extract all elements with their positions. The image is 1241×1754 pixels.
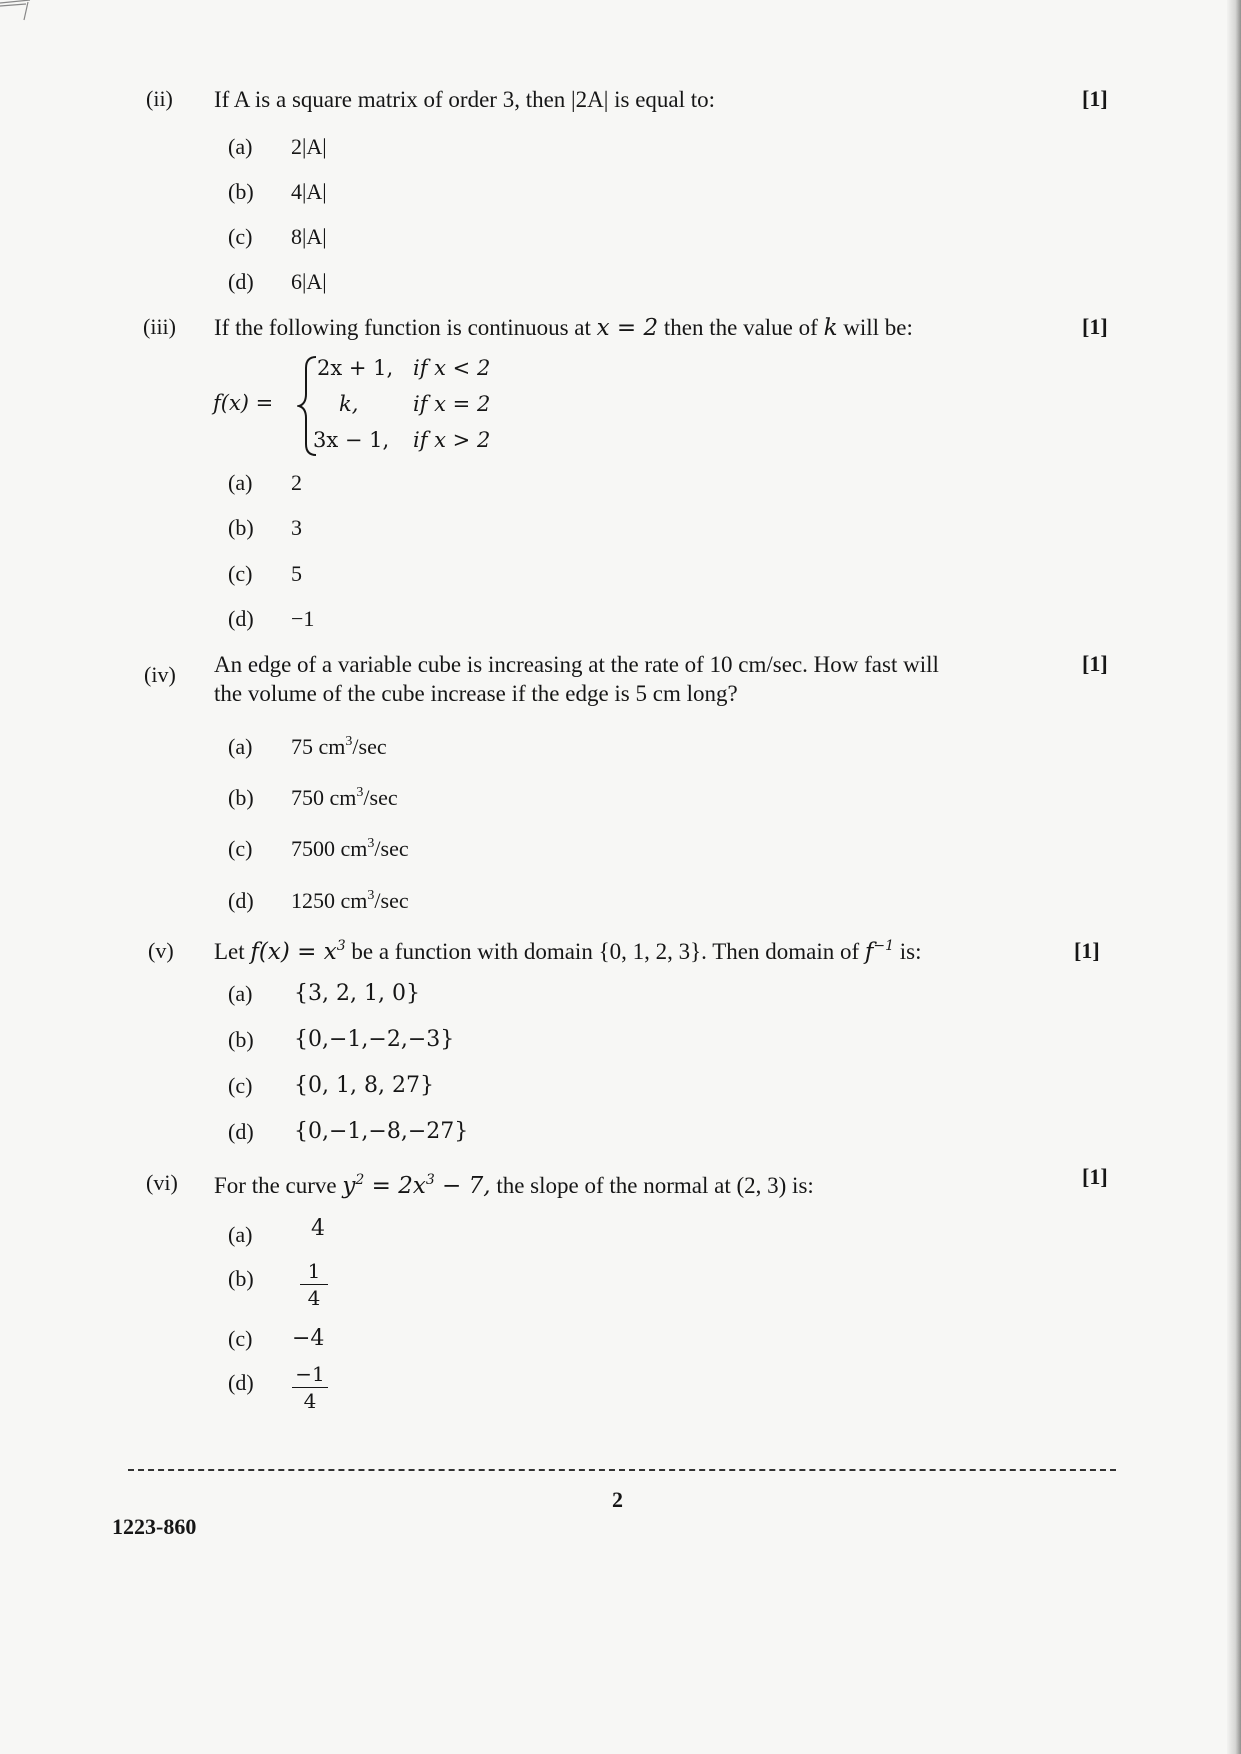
option-value: 5 xyxy=(291,561,302,586)
question-text-line2: the volume of the cube increase if the edge is 5 cm long? xyxy=(214,681,738,706)
case-condition: if x < 2 xyxy=(413,356,491,380)
case-expr: 2x + 1, xyxy=(317,356,394,380)
option-label: (d) xyxy=(228,1119,254,1144)
question-number: (iii) xyxy=(143,314,176,339)
question-text: If A is a square matrix of order 3, then |2A| is equal to: xyxy=(214,87,716,112)
question-number: (v) xyxy=(148,938,174,963)
paper-code: 1223-860 xyxy=(112,1514,197,1539)
piecewise-function xyxy=(213,354,533,460)
option-label: (c) xyxy=(228,836,253,861)
option-label: (d) xyxy=(228,269,254,294)
question-marks: [1] xyxy=(1082,314,1108,339)
case-condition: if x = 2 xyxy=(413,392,491,416)
question-number: (iv) xyxy=(144,662,176,687)
option-value: 4|A| xyxy=(291,179,327,204)
fraction: −1 4 xyxy=(292,1362,328,1413)
option-value: −1 xyxy=(291,606,315,631)
option-value: 750 $cm^3/\sec$ xyxy=(291,785,398,810)
math-expression: $f(x) = x^3$ xyxy=(250,938,346,965)
option-label: (b) xyxy=(228,785,254,810)
option-label: (a) xyxy=(228,981,253,1006)
option-value: 75 $cm^3/\sec$ xyxy=(291,734,387,759)
option-value: 6|A| xyxy=(291,269,327,294)
question-marks: [1] xyxy=(1074,938,1100,963)
option-label: (b) xyxy=(228,1266,254,1291)
footer-divider xyxy=(128,1469,1116,1471)
option-value: 7500 $cm^3/\sec$ xyxy=(291,836,409,861)
option-label: (c) xyxy=(228,561,253,586)
option-label: (a) xyxy=(228,470,253,495)
math-inverse: $f^{-1}$ xyxy=(864,938,895,965)
option-label: (d) xyxy=(228,888,254,913)
option-label: (d) xyxy=(228,606,254,631)
option-value: {0,−1,−2,−3} xyxy=(294,1027,455,1052)
corner-mark-icon xyxy=(0,0,36,22)
option-value: 4 xyxy=(311,1216,325,1241)
question-text: For the curve $y^2 = 2x^3 - 7$, the slope of the normal at (2, 3) is: xyxy=(214,1172,814,1199)
page-edge-shadow xyxy=(1227,0,1241,1754)
math-equation: $y^2 = 2x^3 - 7$, xyxy=(342,1172,491,1199)
question-number: (vi) xyxy=(146,1170,178,1195)
question-marks: [1] xyxy=(1082,1164,1108,1189)
case-condition: if x > 2 xyxy=(413,428,491,452)
option-value: 3 xyxy=(291,515,302,540)
option-value: {3, 2, 1, 0} xyxy=(294,981,420,1006)
option-label: (a) xyxy=(228,1222,253,1247)
option-label: (c) xyxy=(228,224,253,249)
option-value: −4 xyxy=(292,1326,325,1351)
option-value: {0, 1, 8, 27} xyxy=(294,1073,434,1098)
fraction: 1 4 xyxy=(300,1259,328,1310)
option-label: (b) xyxy=(228,515,254,540)
question-number: (ii) xyxy=(146,86,173,111)
math-expression: x = 2 xyxy=(596,315,659,341)
option-label: (b) xyxy=(228,179,254,204)
option-label: (b) xyxy=(228,1027,254,1052)
option-value: 1250 $cm^3/\sec$ xyxy=(291,888,409,913)
option-label: (c) xyxy=(228,1326,253,1351)
function-label: f(x) = xyxy=(213,391,274,415)
option-label: (a) xyxy=(228,134,253,159)
question-marks: [1] xyxy=(1082,86,1108,111)
option-value: 2|A| xyxy=(291,134,327,159)
option-value: {0,−1,−8,−27} xyxy=(294,1119,469,1144)
page-number: 2 xyxy=(612,1487,623,1512)
option-value: 2 xyxy=(291,470,302,495)
question-text: If the following function is continuous at x = 2 then the value of k will be: xyxy=(214,315,913,341)
question-marks: [1] xyxy=(1082,651,1108,676)
question-text-line1: An edge of a variable cube is increasing at the rate of 10 cm/sec. How fast will xyxy=(214,652,939,677)
math-variable: k xyxy=(823,315,838,341)
option-label: (a) xyxy=(228,734,253,759)
option-label: (c) xyxy=(228,1073,253,1098)
option-value: 8|A| xyxy=(291,224,327,249)
question-text: Let $f(x) = x^3$ be a function with domain {0, 1, 2, 3}. Then domain of $f^{-1}$ is: xyxy=(214,938,922,965)
case-expr: k, xyxy=(339,392,359,416)
option-label: (d) xyxy=(228,1370,254,1395)
case-expr: 3x − 1, xyxy=(313,428,390,452)
